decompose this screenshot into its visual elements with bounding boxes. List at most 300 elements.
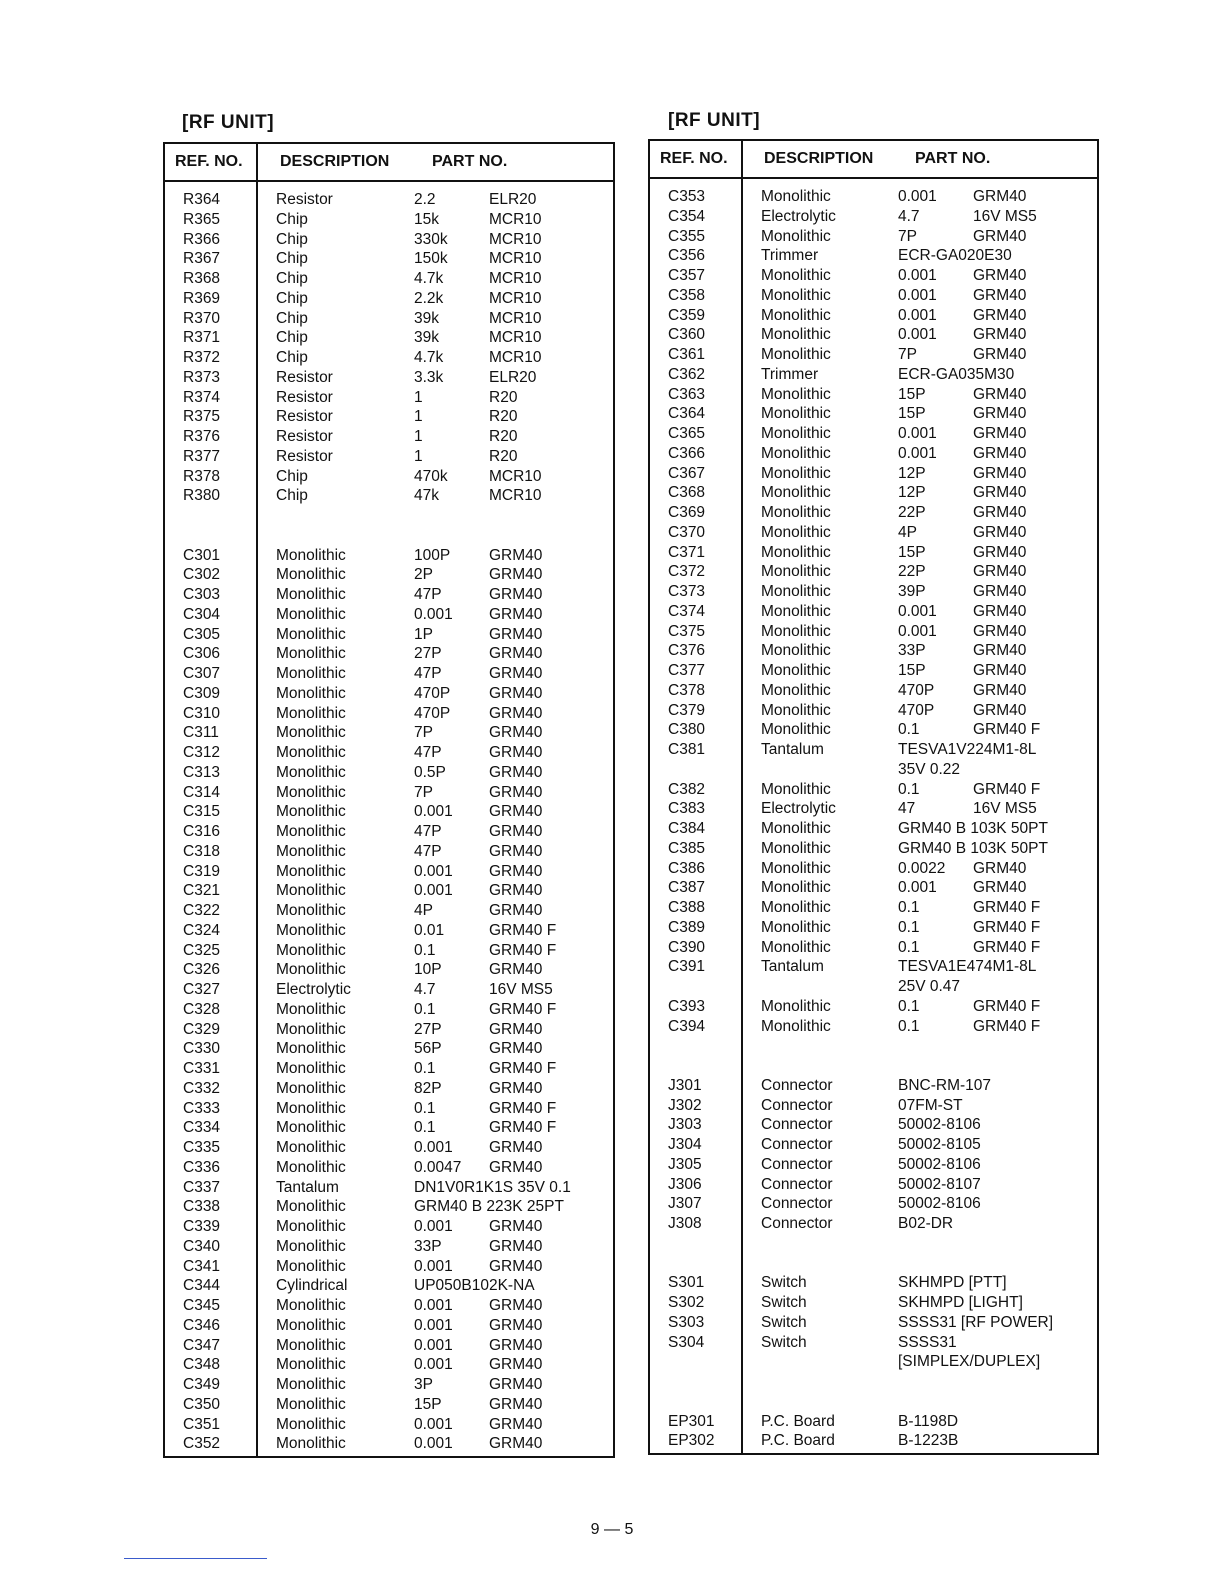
- table-row: [650, 899, 1097, 919]
- part-no-cell: GRM40 F: [973, 721, 1041, 739]
- description-cell: Chip: [276, 487, 308, 505]
- part-no-cell: GRM40: [973, 385, 1027, 403]
- table-row: [165, 250, 613, 270]
- value-cell: 4P: [414, 902, 433, 919]
- table-row: [165, 1080, 613, 1100]
- description-header: DESCRIPTION: [764, 150, 874, 167]
- value-cell: GRM40 B 223K 25PT: [414, 1198, 564, 1216]
- description-cell: Monolithic: [761, 227, 831, 245]
- table-row: [165, 902, 613, 922]
- ref-no-cell: C351: [183, 1415, 221, 1433]
- table-row: [165, 1277, 613, 1297]
- ref-no-cell: C381: [668, 741, 706, 758]
- description-cell: Monolithic: [761, 385, 831, 403]
- value-cell: 47P: [414, 665, 442, 682]
- value-cell: 35V 0.22: [898, 760, 961, 778]
- value-cell: B-1198D: [898, 1412, 959, 1430]
- table-row: [650, 781, 1097, 801]
- ref-no-cell: C302: [183, 566, 221, 584]
- ref-no-cell: C313: [183, 763, 221, 781]
- value-cell: 0.001: [898, 188, 937, 205]
- description-cell: Chip: [276, 309, 308, 327]
- value-cell: 7P: [898, 227, 917, 245]
- ref-no-cell: C327: [183, 981, 221, 998]
- description-cell: Monolithic: [276, 783, 346, 801]
- ref-no-cell: C354: [668, 207, 706, 225]
- ref-no-cell: C389: [668, 918, 706, 936]
- description-cell: Monolithic: [276, 803, 346, 821]
- part-no-cell: GRM40: [973, 227, 1027, 245]
- table-row: [650, 267, 1097, 287]
- table-row: [650, 504, 1097, 524]
- table-row: [650, 524, 1097, 544]
- description-cell: Monolithic: [276, 921, 346, 939]
- table-row: [650, 307, 1097, 327]
- part-no-cell: GRM40: [489, 1316, 543, 1334]
- value-cell: 470k: [414, 467, 448, 485]
- description-cell: Monolithic: [276, 1376, 346, 1393]
- ref-no-cell: R372: [183, 349, 221, 366]
- description-cell: Monolithic: [761, 326, 831, 344]
- description-cell: Monolithic: [761, 859, 831, 877]
- ref-no-cell: C377: [668, 662, 706, 679]
- value-cell: GRM40 B 103K 50PT: [898, 820, 1048, 837]
- value-cell: 10P: [414, 961, 442, 979]
- description-cell: Chip: [276, 289, 308, 307]
- description-cell: Monolithic: [761, 839, 831, 857]
- description-cell: Monolithic: [276, 1297, 346, 1314]
- part-no-cell: 16V MS5: [489, 981, 553, 998]
- description-cell: Monolithic: [276, 961, 346, 979]
- value-cell: 0.001: [898, 286, 937, 304]
- description-cell: Resistor: [276, 388, 333, 406]
- description-cell: Monolithic: [276, 1316, 346, 1334]
- ref-no-cell: C376: [668, 642, 706, 660]
- part-no-cell: GRM40: [973, 563, 1027, 581]
- value-cell: 0.1: [414, 1060, 436, 1077]
- table-row: [650, 405, 1097, 425]
- part-no-cell: GRM40: [973, 681, 1027, 699]
- ref-no-cell: C328: [183, 1000, 221, 1018]
- table-row: [650, 326, 1097, 346]
- value-cell: 0.5P: [414, 763, 446, 781]
- table-row: [650, 702, 1097, 722]
- table-row: [165, 527, 613, 547]
- ref-no-cell: C310: [183, 704, 221, 722]
- table-row: [165, 1337, 613, 1357]
- part-no-cell: GRM40: [489, 704, 543, 722]
- ref-no-cell: C388: [668, 899, 706, 916]
- ref-no-cell: C394: [668, 1017, 706, 1035]
- value-cell: 7P: [898, 346, 917, 363]
- table-row: [650, 1097, 1097, 1117]
- ref-no-cell: C319: [183, 862, 221, 880]
- ref-no-cell: C341: [183, 1257, 221, 1275]
- table-row: [165, 1100, 613, 1120]
- table-row: [165, 290, 613, 310]
- table-row: [650, 761, 1097, 781]
- description-cell: Monolithic: [761, 662, 831, 679]
- description-cell: Resistor: [276, 428, 333, 445]
- ref-no-cell: C314: [183, 783, 221, 801]
- ref-no-cell: C380: [668, 721, 706, 739]
- part-no-cell: GRM40: [489, 1435, 543, 1453]
- value-cell: 15P: [898, 543, 926, 561]
- value-cell: SSSS31: [898, 1333, 957, 1351]
- description-cell: Monolithic: [761, 899, 831, 916]
- ref-no-cell: C329: [183, 1020, 221, 1038]
- part-no-cell: GRM40: [489, 1218, 543, 1235]
- description-cell: Monolithic: [761, 820, 831, 837]
- part-no-cell: GRM40: [489, 1356, 543, 1374]
- description-cell: Monolithic: [761, 622, 831, 640]
- table-row: [165, 191, 613, 211]
- ref-no-cell: C370: [668, 523, 706, 541]
- ref-no-cell: J306: [668, 1175, 702, 1193]
- part-no-cell: GRM40: [489, 1376, 543, 1393]
- value-cell: DN1V0R1K1S 35V 0.1: [414, 1178, 571, 1196]
- description-cell: Resistor: [276, 447, 333, 465]
- table-row: [650, 998, 1097, 1018]
- value-cell: B-1223B: [898, 1432, 959, 1450]
- table-row: [650, 425, 1097, 445]
- table-row: [165, 211, 613, 231]
- table-row: [650, 741, 1097, 761]
- ref-no-cell: R371: [183, 329, 221, 347]
- description-cell: Monolithic: [761, 938, 831, 956]
- ref-no-cell: EP301: [668, 1412, 715, 1430]
- ref-no-cell: C311: [183, 724, 219, 742]
- value-cell: 4.7k: [414, 349, 444, 366]
- value-cell: 7P: [414, 783, 433, 801]
- ref-no-cell: C321: [183, 882, 221, 900]
- part-no-cell: GRM40: [973, 326, 1027, 344]
- value-cell: 15k: [414, 210, 439, 228]
- description-cell: Tantalum: [276, 1178, 339, 1196]
- ref-no-cell: C330: [183, 1040, 221, 1058]
- description-cell: Connector: [761, 1195, 833, 1213]
- table-row: [650, 978, 1097, 998]
- table-row: [650, 1037, 1097, 1057]
- table-row: [650, 346, 1097, 366]
- table-row: [650, 544, 1097, 564]
- value-cell: 50002-8106: [898, 1195, 981, 1213]
- value-cell: 27P: [414, 645, 442, 663]
- description-cell: Monolithic: [276, 1119, 346, 1137]
- ref-no-header: REF. NO.: [175, 153, 243, 170]
- description-cell: Monolithic: [761, 701, 831, 719]
- table-row: [650, 188, 1097, 208]
- table-row: [650, 1136, 1097, 1156]
- description-cell: Switch: [761, 1274, 807, 1292]
- page-number: 9 — 5: [590, 1521, 634, 1538]
- description-cell: Monolithic: [276, 1257, 346, 1275]
- ref-no-cell: C365: [668, 425, 706, 442]
- ref-no-cell: C331: [183, 1060, 221, 1077]
- part-no-cell: GRM40: [973, 188, 1027, 205]
- description-cell: Electrolytic: [761, 800, 836, 818]
- ref-no-cell: C306: [183, 645, 221, 663]
- part-no-cell: 16V MS5: [973, 800, 1037, 818]
- value-cell: 4P: [898, 523, 917, 541]
- part-no-cell: GRM40: [973, 464, 1027, 482]
- description-cell: Tantalum: [761, 741, 824, 758]
- table-row: [165, 764, 613, 784]
- value-cell: 47P: [414, 744, 442, 761]
- description-cell: Monolithic: [276, 823, 346, 840]
- table-row: [650, 1373, 1097, 1393]
- ref-no-cell: R366: [183, 230, 221, 248]
- ref-no-cell: J302: [668, 1096, 702, 1114]
- value-cell: 0.001: [414, 1257, 453, 1275]
- value-cell: 0.001: [414, 1435, 453, 1453]
- table-row: [650, 386, 1097, 406]
- ref-no-cell: C334: [183, 1119, 221, 1137]
- ref-no-cell: C368: [668, 484, 706, 502]
- part-no-cell: ELR20: [489, 368, 537, 386]
- value-cell: 56P: [414, 1040, 442, 1058]
- description-cell: Monolithic: [276, 1158, 346, 1176]
- table-row: [165, 389, 613, 409]
- description-cell: Chip: [276, 230, 308, 248]
- ref-no-cell: C309: [183, 684, 221, 702]
- ref-no-cell: C338: [183, 1198, 221, 1216]
- value-cell: 25V 0.47: [898, 978, 961, 995]
- table-row: [650, 603, 1097, 623]
- part-no-cell: GRM40: [489, 1297, 543, 1314]
- table-row: [650, 366, 1097, 386]
- part-no-cell: GRM40: [489, 1415, 543, 1433]
- description-cell: Connector: [761, 1136, 833, 1153]
- ref-no-cell: R368: [183, 270, 221, 287]
- description-cell: Resistor: [276, 191, 333, 208]
- value-cell: 0.001: [898, 602, 937, 620]
- description-cell: Monolithic: [761, 879, 831, 897]
- ref-no-cell: C364: [668, 405, 706, 423]
- ref-no-cell: C322: [183, 902, 221, 919]
- value-cell: [SIMPLEX/DUPLEX]: [898, 1353, 1041, 1371]
- value-cell: 100P: [414, 546, 451, 564]
- value-cell: 82P: [414, 1079, 442, 1097]
- description-cell: Chip: [276, 270, 308, 287]
- value-cell: 07FM-ST: [898, 1096, 963, 1114]
- ref-no-cell: J305: [668, 1155, 702, 1173]
- ref-no-cell: C375: [668, 622, 706, 640]
- table-row: [650, 682, 1097, 702]
- description-cell: Monolithic: [276, 902, 346, 919]
- table-row: [165, 369, 613, 389]
- description-cell: Switch: [761, 1333, 807, 1351]
- table-row: [165, 1297, 613, 1317]
- table-row: [650, 1274, 1097, 1294]
- table-row: [165, 1001, 613, 1021]
- ref-no-header: REF. NO.: [660, 150, 728, 167]
- table-row: [650, 1314, 1097, 1334]
- table-row: [165, 665, 613, 685]
- ref-no-cell: C372: [668, 563, 706, 581]
- description-cell: Monolithic: [761, 188, 831, 205]
- value-cell: 22P: [898, 504, 926, 521]
- value-cell: 0.001: [414, 1297, 453, 1314]
- part-no-cell: GRM40 F: [973, 997, 1041, 1015]
- ref-no-cell: C339: [183, 1218, 221, 1235]
- part-no-cell: R20: [489, 428, 518, 445]
- description-cell: P.C. Board: [761, 1412, 835, 1430]
- ref-no-cell: C337: [183, 1178, 221, 1196]
- table-row: [650, 1215, 1097, 1235]
- ref-no-cell: C350: [183, 1395, 221, 1413]
- description-cell: Electrolytic: [761, 207, 836, 225]
- ref-no-cell: C304: [183, 605, 221, 623]
- part-no-cell: GRM40: [489, 1139, 543, 1156]
- value-cell: 50002-8106: [898, 1116, 981, 1134]
- footer-rule: [124, 1558, 267, 1559]
- ref-no-cell: C315: [183, 803, 221, 821]
- description-cell: Monolithic: [761, 504, 831, 521]
- table-row: [650, 1235, 1097, 1255]
- value-cell: 0.001: [414, 1316, 453, 1334]
- table-row: [165, 566, 613, 586]
- description-cell: Trimmer: [761, 365, 819, 383]
- description-cell: Monolithic: [761, 997, 831, 1015]
- table-row: [165, 1317, 613, 1337]
- table-row: [165, 1218, 613, 1238]
- value-cell: 0.1: [414, 1000, 436, 1018]
- part-no-cell: GRM40: [973, 583, 1027, 600]
- part-no-cell: GRM40: [489, 1158, 543, 1176]
- part-no-cell: GRM40: [489, 1020, 543, 1038]
- description-cell: Chip: [276, 250, 308, 268]
- part-no-cell: GRM40: [489, 882, 543, 900]
- value-cell: BNC-RM-107: [898, 1076, 992, 1094]
- part-no-cell: GRM40: [973, 346, 1027, 363]
- ref-no-cell: R369: [183, 289, 221, 307]
- ref-no-cell: S304: [668, 1333, 705, 1351]
- ref-no-cell: C379: [668, 701, 706, 719]
- part-no-cell: GRM40: [973, 523, 1027, 541]
- value-cell: 0.001: [898, 306, 937, 324]
- part-no-cell: MCR10: [489, 270, 542, 287]
- description-cell: Resistor: [276, 408, 333, 426]
- table-row: [165, 1198, 613, 1218]
- ref-no-cell: R370: [183, 309, 221, 327]
- description-cell: Monolithic: [276, 842, 346, 860]
- ref-no-cell: C378: [668, 681, 706, 699]
- table-row: [650, 445, 1097, 465]
- table-row: [650, 465, 1097, 485]
- description-cell: Monolithic: [276, 1435, 346, 1453]
- table-row: [165, 645, 613, 665]
- part-no-cell: GRM40: [489, 783, 543, 801]
- description-cell: Monolithic: [761, 583, 831, 600]
- parts-table-left: [163, 142, 615, 1458]
- ref-no-cell: C391: [668, 958, 706, 976]
- value-cell: 1: [414, 447, 423, 465]
- right-unit-title: [RF UNIT]: [668, 110, 761, 131]
- table-row: [165, 1435, 613, 1455]
- table-row: [165, 705, 613, 725]
- part-no-cell: GRM40: [973, 662, 1027, 679]
- ref-no-cell: R373: [183, 368, 221, 386]
- value-cell: 0.001: [414, 605, 453, 623]
- value-cell: 3.3k: [414, 368, 444, 386]
- value-cell: 0.001: [414, 1218, 453, 1235]
- ref-no-cell: C318: [183, 842, 221, 860]
- description-cell: Connector: [761, 1175, 833, 1193]
- table-row: [650, 1413, 1097, 1433]
- table-row: [165, 310, 613, 330]
- ref-no-cell: C374: [668, 602, 706, 620]
- ref-no-cell: S301: [668, 1274, 705, 1292]
- value-cell: 0.0047: [414, 1158, 462, 1176]
- description-cell: Monolithic: [761, 405, 831, 423]
- part-no-cell: GRM40: [973, 425, 1027, 442]
- table-row: [650, 1176, 1097, 1196]
- table-row: [165, 744, 613, 764]
- value-cell: 0.001: [898, 425, 937, 442]
- description-cell: Monolithic: [761, 780, 831, 798]
- ref-no-cell: C345: [183, 1297, 221, 1314]
- table-row: [165, 1356, 613, 1376]
- value-cell: 0.001: [898, 267, 937, 284]
- description-cell: Monolithic: [276, 566, 346, 584]
- value-cell: B02-DR: [898, 1215, 954, 1232]
- part-no-cell: GRM40: [973, 602, 1027, 620]
- description-cell: Chip: [276, 210, 308, 228]
- ref-no-cell: C325: [183, 941, 221, 959]
- part-no-cell: 16V MS5: [973, 207, 1037, 225]
- ref-no-cell: C352: [183, 1435, 221, 1453]
- part-no-cell: MCR10: [489, 230, 542, 248]
- table-row: [650, 1255, 1097, 1275]
- part-no-cell: MCR10: [489, 250, 542, 268]
- description-cell: Electrolytic: [276, 981, 351, 998]
- table-row: [650, 1156, 1097, 1176]
- table-row: [650, 1057, 1097, 1077]
- table-row: [165, 843, 613, 863]
- table-row: [165, 882, 613, 902]
- description-cell: Monolithic: [276, 625, 346, 643]
- table-row: [650, 1432, 1097, 1452]
- part-no-cell: GRM40: [489, 902, 543, 919]
- left-unit-title: [RF UNIT]: [182, 112, 275, 133]
- value-cell: 33P: [414, 1237, 442, 1255]
- description-cell: Connector: [761, 1096, 833, 1114]
- value-cell: 470P: [414, 684, 451, 702]
- table-row: [650, 662, 1097, 682]
- table-row: [650, 623, 1097, 643]
- value-cell: 0.001: [414, 803, 453, 821]
- table-row: [650, 228, 1097, 248]
- description-cell: Monolithic: [276, 1020, 346, 1038]
- description-cell: Monolithic: [761, 425, 831, 442]
- ref-no-cell: R377: [183, 447, 221, 465]
- value-cell: 0.1: [414, 1099, 436, 1117]
- ref-no-cell: J307: [668, 1195, 702, 1213]
- table-row: [650, 939, 1097, 959]
- value-cell: 0.1: [898, 721, 920, 739]
- description-cell: Monolithic: [276, 1099, 346, 1117]
- part-no-cell: GRM40: [489, 823, 543, 840]
- value-cell: 0.001: [414, 862, 453, 880]
- part-no-cell: GRM40 F: [489, 1060, 557, 1077]
- description-cell: Monolithic: [276, 645, 346, 663]
- value-cell: 0.1: [898, 899, 920, 916]
- description-cell: Monolithic: [761, 1017, 831, 1035]
- value-cell: ECR-GA020E30: [898, 247, 1012, 265]
- description-cell: Connector: [761, 1116, 833, 1134]
- description-header: DESCRIPTION: [280, 153, 390, 170]
